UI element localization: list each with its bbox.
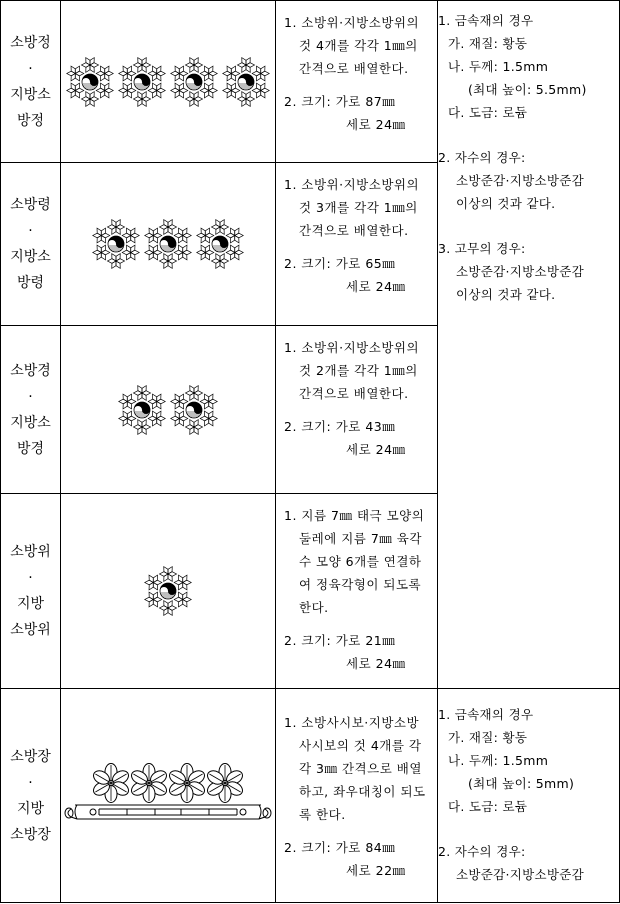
rank-cell [1, 689, 61, 903]
flower-emblem-icon [129, 763, 169, 802]
taegeuk-emblem-icon [223, 57, 269, 106]
material-subitem: 이상의 것과 같다. [456, 196, 556, 211]
rank-line: 지방소 [10, 249, 51, 265]
material-subitem: 나. 두께: 1.5mm [448, 59, 549, 74]
material-subitem: 소방준감·지방소방준감 [456, 867, 585, 882]
material-item: 2. 자수의 경우: [438, 150, 526, 165]
size-height: 세로 24㎜ [346, 279, 406, 294]
insignia-image-cell [61, 326, 276, 494]
size-width: 2. 크기: 가로 21㎜ [284, 633, 396, 648]
material-subitem: (최대 높이: 5mm) [468, 776, 575, 791]
insignia-emblem-group [138, 559, 198, 623]
rank-line: 지방 [16, 800, 45, 817]
taegeuk-emblem-icon [119, 57, 165, 106]
rank-line: 소방경 [10, 362, 51, 379]
flower-emblem-icon [167, 763, 207, 802]
taegeuk-emblem-icon [119, 385, 165, 434]
rank-line: · [28, 223, 33, 239]
rank-line: 방경 [16, 440, 45, 457]
size-width: 2. 크기: 가로 43㎜ [284, 419, 396, 434]
size-height: 세로 24㎜ [346, 442, 406, 457]
description-cell [276, 1, 438, 163]
rank-line: 소방장 [10, 748, 51, 765]
rank-line: · [28, 570, 33, 586]
description-item: 1. 소방위·지방소방위의 것 3개를 각각 1㎜의 간격으로 배열한다. [284, 177, 420, 238]
material-subitem: 소방준감·지방소방준감 [456, 264, 585, 279]
rank-line: 소방위 [10, 544, 51, 560]
material-item: 1. 금속재의 경우 [438, 13, 534, 28]
size-height: 세로 24㎜ [346, 117, 406, 132]
rank-cell [1, 163, 61, 326]
insignia-emblem-group [113, 380, 223, 440]
insignia-image-cell [61, 163, 276, 326]
trainee-insignia [63, 761, 273, 831]
rank-line: · [28, 388, 33, 405]
material-subitem: 나. 두께: 1.5mm [448, 753, 549, 768]
flower-emblem-icon [91, 763, 131, 802]
flower-emblem-icon [205, 763, 245, 802]
material-cell [438, 1, 620, 689]
material-item: 2. 자수의 경우: [438, 844, 526, 859]
description-item: 1. 소방위·지방소방위의 것 4개를 각각 1㎜의 간격으로 배열한다. [284, 15, 420, 76]
taegeuk-emblem-icon [93, 220, 139, 269]
rank-line: 소방령 [10, 197, 51, 213]
rank-cell [1, 1, 61, 163]
description-cell [276, 163, 438, 326]
taegeuk-emblem-icon [171, 57, 217, 106]
material-subitem: 소방준감·지방소방준감 [456, 173, 585, 188]
material-item: 3. 고무의 경우: [438, 241, 526, 256]
material-subitem: 가. 재질: 황동 [448, 36, 528, 51]
description-cell [276, 689, 438, 903]
taegeuk-emblem-icon [145, 220, 191, 269]
taegeuk-emblem-icon [145, 567, 191, 616]
taegeuk-emblem-icon [197, 220, 243, 269]
rank-line: 방령 [16, 275, 45, 291]
material-cell [438, 689, 620, 903]
material-subitem: 다. 도금: 로듐 [448, 799, 528, 814]
rank-line: 소방정 [10, 34, 51, 51]
rank-line: 지방소 [10, 86, 51, 103]
description-item: 1. 소방위·지방소방위의 것 2개를 각각 1㎜의 간격으로 배열한다. [284, 340, 420, 401]
material-item: 1. 금속재의 경우 [438, 707, 534, 722]
size-width: 2. 크기: 가로 87㎜ [284, 94, 396, 109]
rank-line: 지방소 [10, 414, 51, 431]
insignia-image-cell [61, 494, 276, 689]
size-height: 세로 24㎜ [346, 656, 406, 671]
rank-line: 방정 [16, 112, 45, 129]
insignia-emblem-group [88, 214, 248, 274]
material-subitem: 가. 재질: 황동 [448, 730, 528, 745]
description-item: 1. 소방사시보·지방소방사시보의 것 4개를 각각 3㎜ 간격으로 배열하고, 좌우대칭이 되도록 한다. [284, 715, 426, 822]
insignia-image-cell [61, 1, 276, 163]
rank-line: · [28, 774, 33, 791]
material-subitem: 다. 도금: 로듐 [448, 105, 528, 120]
size-width: 2. 크기: 가로 65㎜ [284, 256, 396, 271]
description-item: 1. 지름 7㎜ 태극 모양의 둘레에 지름 7㎜ 육각수 모양 6개를 연결하여 정육각형이 되도록 한다. [284, 508, 425, 615]
rank-line: 소방위 [10, 622, 51, 638]
insignia-emblem-group [63, 52, 273, 112]
material-subitem: 이상의 것과 같다. [456, 287, 556, 302]
description-cell [276, 326, 438, 494]
material-subitem: (최대 높이: 5.5mm) [468, 82, 587, 97]
size-height: 세로 22㎜ [346, 863, 406, 878]
insignia-image-cell [61, 689, 276, 903]
taegeuk-emblem-icon [67, 57, 113, 106]
rank-cell [1, 326, 61, 494]
rank-line: 소방장 [10, 826, 51, 843]
rank-cell [1, 494, 61, 689]
rank-line: 지방 [16, 596, 45, 612]
taegeuk-emblem-icon [171, 385, 217, 434]
size-width: 2. 크기: 가로 84㎜ [284, 840, 396, 855]
rank-line: · [28, 60, 33, 77]
description-cell [276, 494, 438, 689]
